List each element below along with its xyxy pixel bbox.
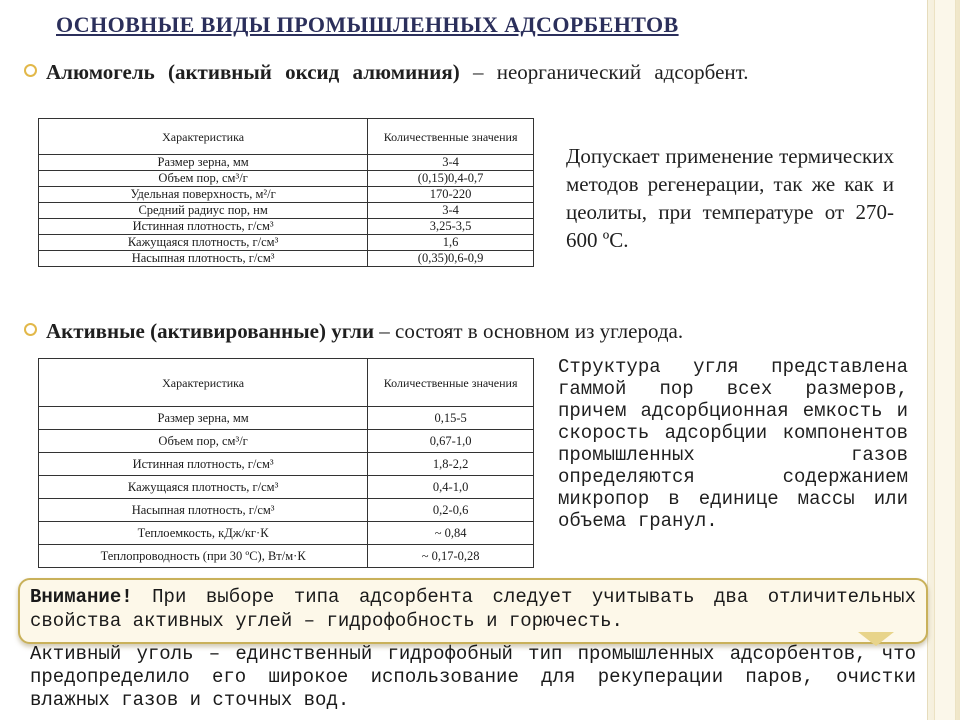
bottom-paragraph: Активный уголь – единственный гидрофобный тип промышленных адсорбентов, что предопределило его широкое использование для рекуперации паров, очистки влажных газов и сточных вод. [30,643,916,711]
carbon-description: Структура угля представлена гаммой пор всех размеров, причем адсорбционная емкость и скорость адсорбции компонентов промышленных газов определяются содержанием микропор в единице массы или объема гранул. [558,356,908,532]
table1-cell: Удельная поверхность, м²/г [39,187,368,203]
table2-cell: 0,15-5 [368,407,534,430]
table1-cell: Средний радиус пор, нм [39,203,368,219]
alumogel-table [38,118,534,267]
slide-frame-inner [934,0,956,720]
table2-cell: Объем пор, см³/г [39,430,368,453]
table1-cell: Истинная плотность, г/см³ [39,219,368,235]
table2-cell: Насыпная плотность, г/см³ [39,499,368,522]
attention-label: Внимание! [30,586,133,608]
table1-cell: Кажущаяся плотность, г/см³ [39,235,368,251]
table1-cell: (0,35)0,6-0,9 [368,251,534,267]
attention-body: При выборе типа адсорбента следует учитывать два отличительных свойства активных углей – гидрофобность и горючесть. [30,586,916,632]
attention-text [30,585,916,633]
table2-cell: 0,2-0,6 [368,499,534,522]
table1-cell: 3,25-3,5 [368,219,534,235]
section2-bold: Активные (активированные) угли [46,319,375,343]
table1-cell: 3-4 [368,155,534,171]
table1-cell: 3-4 [368,203,534,219]
table1-cell: (0,15)0,4-0,7 [368,171,534,187]
table2-header-characteristic: Характеристика [39,359,368,407]
table1-cell: Размер зерна, мм [39,155,368,171]
table2-cell: Кажущаяся плотность, г/см³ [39,476,368,499]
alumogel-description: Допускает применение термических методов регенерации, так же как и цеолиты, при температуре от 270-600 ºС. [566,144,894,252]
bullet-icon [24,64,37,77]
table1-cell: 1,6 [368,235,534,251]
slide-title: ОСНОВНЫЕ ВИДЫ ПРОМЫШЛЕННЫХ АДСОРБЕНТОВ [56,12,679,37]
table2-cell: ~ 0,17-0,28 [368,545,534,568]
section2-heading [46,316,910,346]
section1-bold: Алюмогель (активный оксид алюминия) [46,60,460,84]
table1-header-characteristic: Характеристика [39,119,368,155]
table1-cell: Насыпная плотность, г/см³ [39,251,368,267]
section2-rest: – состоят в основном из углерода. [374,319,684,343]
table2-cell: Теплопроводность (при 30 ºС), Вт/м·К [39,545,368,568]
table2-cell: Истинная плотность, г/см³ [39,453,368,476]
bullet-icon [24,323,37,336]
table1-header-values: Количественные значения [368,119,534,155]
table2-header-values: Количественные значения [368,359,534,407]
table1-cell: 170-220 [368,187,534,203]
table1-cell: Объем пор, см³/г [39,171,368,187]
table2-cell: ~ 0,84 [368,522,534,545]
slide-frame-right [927,0,960,720]
table2-cell: 0,4-1,0 [368,476,534,499]
section1-heading [46,57,910,87]
table2-cell: 0,67-1,0 [368,430,534,453]
table2-cell: Размер зерна, мм [39,407,368,430]
activated-carbon-table [38,358,534,568]
table2-cell: Теплоемкость, кДж/кг·К [39,522,368,545]
table2-cell: 1,8-2,2 [368,453,534,476]
section1-rest: – неорганический адсорбент. [459,60,749,84]
